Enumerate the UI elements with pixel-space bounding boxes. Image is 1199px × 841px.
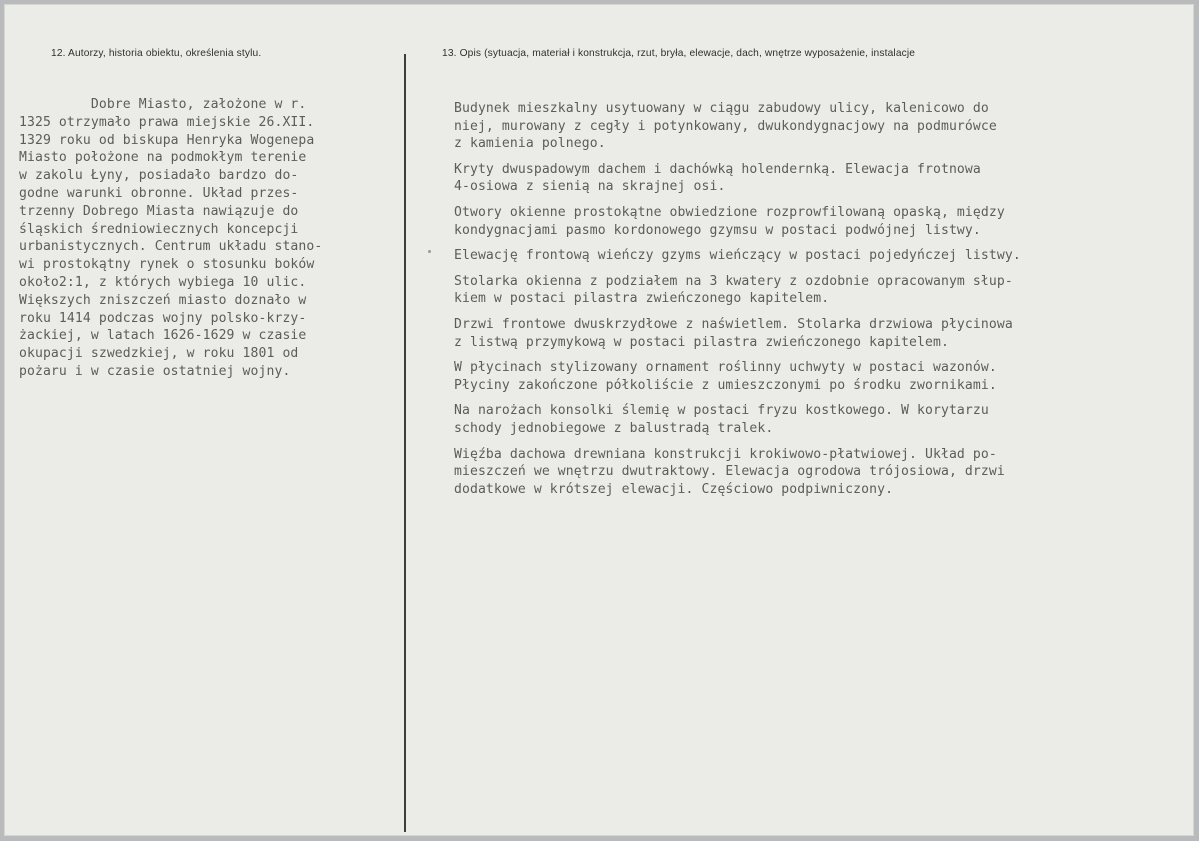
- section-13-header: 13. Opis (sytuacja, materiał i konstrukcja, rzut, bryła, elewacje, dach, wnętrze wyposażenie, instalacje: [442, 48, 916, 59]
- history-line: wi prostokątny rynek o stosunku boków: [19, 257, 315, 273]
- description-line: Kryty dwuspadowym dachem i dachówką holendernką. Elewacja frotnowa: [454, 161, 981, 177]
- description-paragraph: [454, 359, 1184, 394]
- description-paragraph: [454, 316, 1184, 351]
- description-line: W płycinach stylizowany ornament roślinny uchwyty w postaci wazonów.: [454, 360, 997, 376]
- section-12-header: 12. Autorzy, historia obiektu, określenia stylu.: [51, 48, 262, 59]
- description-line: dodatkowe w krótszej elewacji. Częściowo podpiwniczony.: [454, 481, 894, 497]
- history-text-block: [19, 96, 404, 381]
- history-line: Miasto położone na podmokłym terenie: [19, 150, 307, 166]
- history-line: 1329 roku od biskupa Henryka Wogenepa: [19, 132, 315, 148]
- ink-dot-mark: [428, 250, 431, 253]
- description-line: Stolarka okienna z podziałem na 3 kwatery z ozdobnie opracowanym słup-: [454, 273, 1013, 289]
- description-line: kiem w postaci pilastra zwieńczonego kapitelem.: [454, 291, 830, 307]
- history-line: Dobre Miasto, założone w r.: [19, 97, 307, 112]
- description-paragraph: [454, 402, 1184, 437]
- description-line: Otwory okienne prostokątne obwiedzione rozprowfilowaną opaską, między: [454, 204, 1005, 220]
- description-paragraph: [454, 446, 1184, 499]
- description-paragraph: [454, 273, 1184, 308]
- description-line: z kamienia polnego.: [454, 136, 606, 152]
- description-line: Budynek mieszkalny usytuowany w ciągu zabudowy ulicy, kalenicowo do: [454, 101, 989, 116]
- description-line: Płyciny zakończone półkoliście z umieszczonymi po środku zwornikami.: [454, 377, 997, 393]
- description-paragraph: [454, 204, 1184, 239]
- description-line: Na narożach konsolki ślemię w postaci fryzu kostkowego. W korytarzu: [454, 403, 989, 419]
- description-line: Więźba dachowa drewniana konstrukcji krokiwowo-płatwiowej. Układ po-: [454, 446, 997, 462]
- description-line: mieszczeń we wnętrzu dwutraktowy. Elewacja ogrodowa trójosiowa, drzwi: [454, 464, 1005, 480]
- description-line: niej, murowany z cegły i potynkowany, dwukondygnacjowy na podmurówce: [454, 118, 997, 134]
- history-line: 1325 otrzymało prawa miejskie 26.XII.: [19, 114, 315, 130]
- history-line: w zakolu Łyny, posiadało bardzo do-: [19, 168, 299, 184]
- description-line: kondygnacjami pasmo kordonowego gzymsu w postaci podwójnej listwy.: [454, 222, 981, 238]
- history-line: godne warunki obronne. Układ przes-: [19, 185, 299, 201]
- history-line: około2:1, z których wybiega 10 ulic.: [19, 274, 307, 290]
- description-paragraph: [454, 247, 1184, 265]
- description-line: 4-osiowa z sienią na skrajnej osi.: [454, 179, 726, 195]
- history-line: trzenny Dobrego Miasta nawiązuje do: [19, 203, 299, 219]
- description-text-block: [454, 100, 1184, 506]
- description-paragraph: [454, 100, 1184, 153]
- description-paragraph: [454, 161, 1184, 196]
- description-line: schody jednobiegowe z balustradą tralek.: [454, 420, 774, 436]
- history-line: żackiej, w latach 1626-1629 w czasie: [19, 328, 307, 344]
- history-line: roku 1414 podczas wojny polsko-krzy-: [19, 310, 307, 326]
- column-divider: [404, 54, 406, 832]
- history-line: urbanistycznych. Centrum układu stano-: [19, 239, 323, 255]
- history-line: śląskich średniowiecznych koncepcji: [19, 221, 299, 237]
- description-line: z listwą przymykową w postaci pilastra zwieńczonego kapitelem.: [454, 334, 949, 350]
- history-line: Większych zniszczeń miasto doznało w: [19, 292, 307, 308]
- document-sheet: [4, 4, 1194, 836]
- history-line: okupacji szwedzkiej, w roku 1801 od: [19, 346, 299, 362]
- description-line: Drzwi frontowe dwuskrzydłowe z naświetlem. Stolarka drzwiowa płycinowa: [454, 316, 1013, 332]
- history-line: pożaru i w czasie ostatniej wojny.: [19, 363, 291, 379]
- description-line: Elewację frontową wieńczy gzyms wieńczący w postaci pojedyńczej listwy.: [454, 248, 1021, 264]
